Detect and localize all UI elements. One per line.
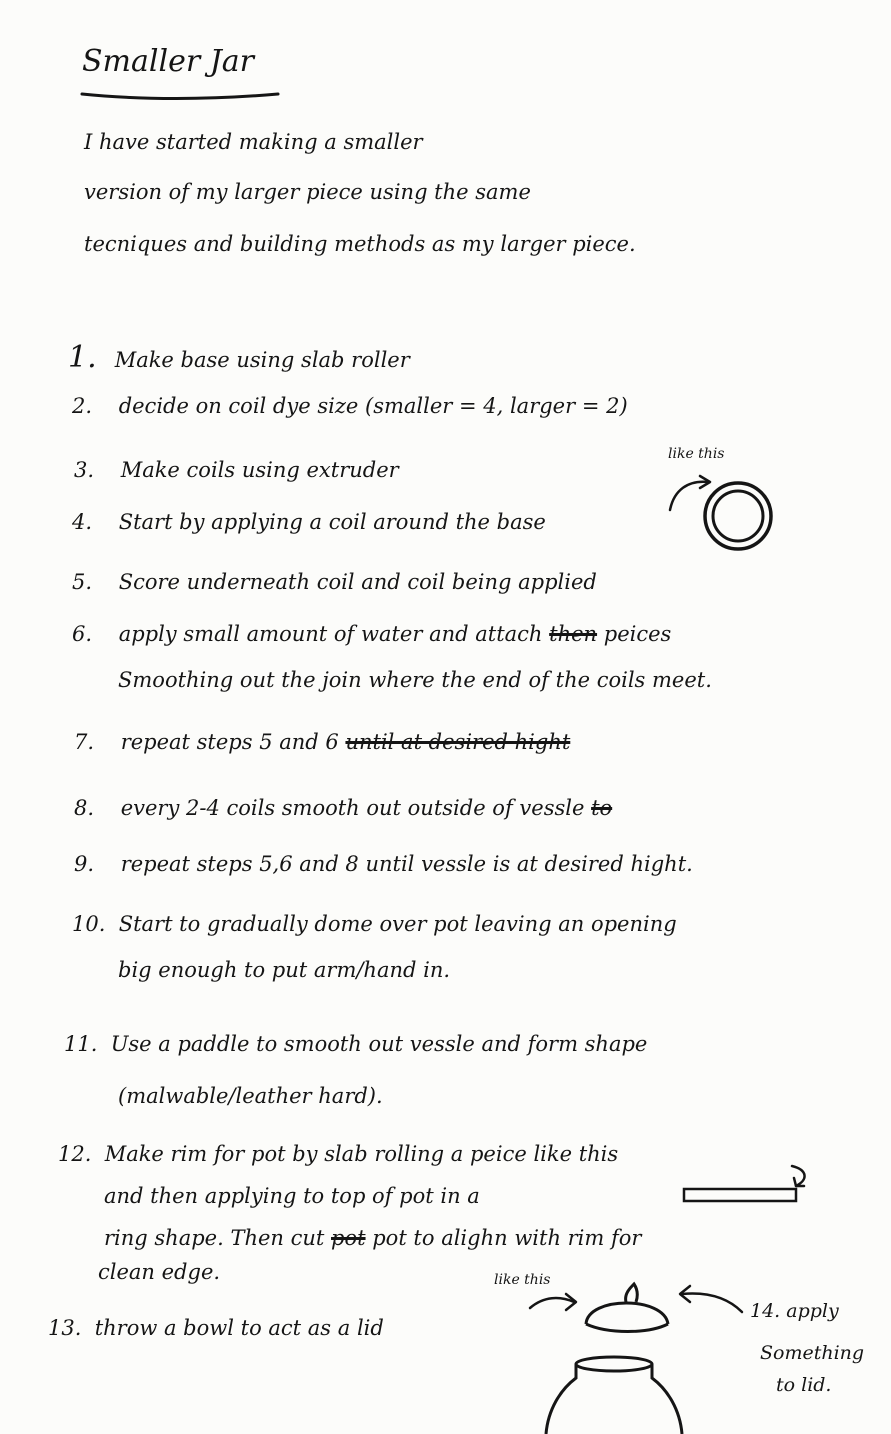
step-number: 5. <box>72 570 93 594</box>
jar-icon <box>540 1350 690 1434</box>
step-number: 9. <box>74 852 95 876</box>
step-6 <box>72 622 671 646</box>
intro-line-3: tecniques and building methods as my larger piece. <box>84 232 636 256</box>
step-text: Make base using slab roller <box>114 348 410 372</box>
step-4 <box>72 510 546 534</box>
step-10 <box>72 912 677 936</box>
step-number: 8. <box>74 796 95 820</box>
step-text: repeat steps 5 and 6 <box>120 730 339 754</box>
step-14-line-2: Something <box>760 1342 865 1364</box>
step-12-line-3 <box>104 1226 641 1250</box>
step-number: 3. <box>74 458 95 482</box>
step-number: 10. <box>72 912 106 936</box>
step-text: Make coils using extruder <box>120 458 399 482</box>
like-this-note-step3: like this <box>668 446 725 462</box>
slab-strip-icon <box>682 1186 802 1206</box>
step-8 <box>74 796 612 820</box>
step-text-continued: peices <box>603 622 672 646</box>
step-number: 1. <box>68 340 97 375</box>
step-3 <box>74 458 399 482</box>
step-text: Make rim for pot by slab rolling a peice like this <box>104 1142 619 1166</box>
step-text: every 2-4 coils smooth out outside of vessle <box>120 796 585 820</box>
step-number: 12. <box>58 1142 92 1166</box>
crossed-out-word: pot <box>331 1226 366 1250</box>
step-text: Start by applying a coil around the base <box>118 510 546 534</box>
step-2 <box>72 394 628 418</box>
step-1 <box>68 340 410 375</box>
step-7 <box>74 730 570 754</box>
intro-line-2: version of my larger piece using the same <box>84 180 531 204</box>
step-text: ring shape. Then cut <box>104 1226 325 1250</box>
step-text: Score underneath coil and coil being applied <box>118 570 597 594</box>
step-text: Start to gradually dome over pot leaving an opening <box>118 912 677 936</box>
crossed-out-text: until at desired hight <box>345 730 571 754</box>
step-text: apply small amount of water and attach <box>118 622 543 646</box>
step-5 <box>72 570 597 594</box>
step-12 <box>58 1142 618 1166</box>
step-number: 6. <box>72 622 93 646</box>
step-14: 14. apply <box>750 1300 839 1322</box>
step-6-line-2: Smoothing out the join where the end of the coils meet. <box>118 668 712 692</box>
step-14-line-3: to lid. <box>776 1374 832 1396</box>
title-underline <box>80 88 280 102</box>
step-text: repeat steps 5,6 and 8 until vessle is at desired hight. <box>120 852 693 876</box>
step-11 <box>64 1032 647 1056</box>
intro-line-1: I have started making a smaller <box>84 130 423 154</box>
page-title: Smaller Jar <box>82 44 254 79</box>
step-12-line-2: and then applying to top of pot in a <box>104 1184 480 1208</box>
step-text-continued: pot to alighn with rim for <box>372 1226 642 1250</box>
like-this-note-step13: like this <box>494 1272 551 1288</box>
step-9 <box>74 852 693 876</box>
step-text: Use a paddle to smooth out vessle and form shape <box>110 1032 648 1056</box>
step-number: 13. <box>48 1316 82 1340</box>
step-number: 7. <box>74 730 95 754</box>
crossed-out-word: to <box>591 796 613 820</box>
step-number: 11. <box>64 1032 98 1056</box>
coil-ring-icon <box>700 476 780 556</box>
step-text: decide on coil dye size (smaller = 4, larger = 2) <box>118 394 628 418</box>
step-12-line-4: clean edge. <box>98 1260 221 1284</box>
lid-bowl-icon <box>578 1272 678 1342</box>
step-11-line-2: (malwable/leather hard). <box>118 1084 383 1108</box>
arrow-icon <box>526 1290 582 1314</box>
arrow-icon <box>676 1282 746 1322</box>
step-text: throw a bowl to act as a lid <box>94 1316 384 1340</box>
step-10-line-2: big enough to put arm/hand in. <box>118 958 451 982</box>
step-13 <box>48 1316 384 1340</box>
crossed-out-word: then <box>549 622 598 646</box>
step-number: 4. <box>72 510 93 534</box>
step-number: 2. <box>72 394 93 418</box>
